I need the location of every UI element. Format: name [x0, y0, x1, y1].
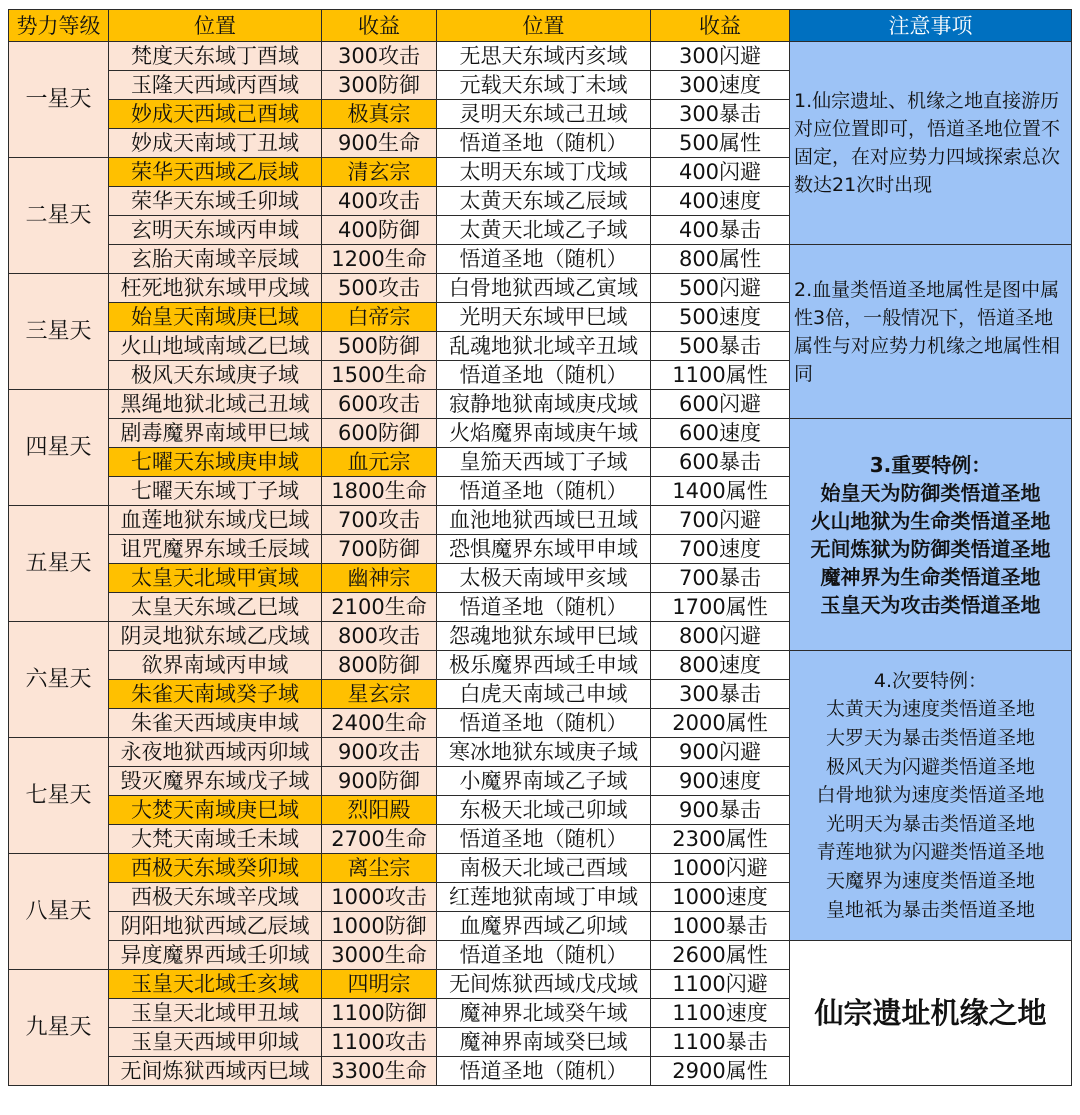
gain-cell: 900闪避 [651, 738, 790, 767]
position-cell: 阴阳地狱西域乙辰域 [109, 912, 322, 941]
note-3-item: 火山地狱为生命类悟道圣地 [810, 508, 1051, 533]
level-cell: 五星天 [9, 506, 109, 622]
gain-cell: 800闪避 [651, 622, 790, 651]
gain-cell: 400闪避 [651, 158, 790, 187]
gain-cell: 白帝宗 [322, 303, 437, 332]
position-cell: 诅咒魔界东域壬辰域 [109, 535, 322, 564]
position-cell: 白骨地狱西域乙寅域 [437, 274, 651, 303]
header-position-1: 位置 [109, 10, 322, 42]
header-gain-2: 收益 [651, 10, 790, 42]
position-cell: 七曜天东域庚申域 [109, 448, 322, 477]
gain-cell: 800防御 [322, 651, 437, 680]
position-cell: 悟道圣地（随机） [437, 593, 651, 622]
gain-cell: 300暴击 [651, 100, 790, 129]
position-cell: 悟道圣地（随机） [437, 477, 651, 506]
level-cell: 七星天 [9, 738, 109, 854]
note-2 [790, 245, 1072, 419]
gain-cell: 2600属性 [651, 941, 790, 970]
position-cell: 悟道圣地（随机） [437, 1057, 651, 1086]
gain-cell: 700攻击 [322, 506, 437, 535]
gain-cell: 1000防御 [322, 912, 437, 941]
position-cell: 朱雀天南域癸子域 [109, 680, 322, 709]
position-cell: 荣华天西域乙辰域 [109, 158, 322, 187]
position-cell: 东极天北域己卯域 [437, 796, 651, 825]
note-1-text: 1.仙宗遗址、机缘之地直接游历对应位置即可，悟道圣地位置不固定，在对应势力四域探索总次数达21次时出现 [794, 90, 1061, 196]
position-cell: 大焚天南域庚巳域 [109, 796, 322, 825]
position-cell: 寂静地狱南域庚戌域 [437, 390, 651, 419]
position-cell: 太皇天北域甲寅域 [109, 564, 322, 593]
note-3-item: 无间炼狱为防御类悟道圣地 [810, 536, 1051, 561]
level-cell: 二星天 [9, 158, 109, 274]
position-cell: 玉皇天西域甲卯域 [109, 1028, 322, 1057]
gain-cell: 500速度 [651, 303, 790, 332]
gain-cell: 星玄宗 [322, 680, 437, 709]
gain-cell: 1100暴击 [651, 1028, 790, 1057]
gain-cell: 400攻击 [322, 187, 437, 216]
gain-cell: 300闪避 [651, 42, 790, 71]
note-3-title: 3.重要特例： [869, 452, 992, 477]
gain-cell: 1200生命 [322, 245, 437, 274]
gain-cell: 3300生命 [322, 1057, 437, 1086]
gain-cell: 四明宗 [322, 970, 437, 999]
position-cell: 枉死地狱东域甲戌域 [109, 274, 322, 303]
gain-cell: 2100生命 [322, 593, 437, 622]
position-cell: 小魔界南域乙子域 [437, 767, 651, 796]
position-cell: 玄明天东域丙申域 [109, 216, 322, 245]
position-cell: 火焰魔界南域庚午域 [437, 419, 651, 448]
position-cell: 荣华天东域壬卯域 [109, 187, 322, 216]
position-cell: 元载天东域丁未域 [437, 71, 651, 100]
gain-cell: 300防御 [322, 71, 437, 100]
position-cell: 魔神界北域癸午域 [437, 999, 651, 1028]
gain-cell: 1100速度 [651, 999, 790, 1028]
note-2-text: 2.血量类悟道圣地属性是图中属性3倍，一般情况下，悟道圣地属性与对应势力机缘之地属性相同 [794, 278, 1061, 385]
header-notes: 注意事项 [790, 10, 1072, 42]
position-cell: 妙成天西域己酉域 [109, 100, 322, 129]
header-row [9, 10, 1072, 42]
position-cell: 悟道圣地（随机） [437, 709, 651, 738]
note-4-title: 4.次要特例： [873, 669, 988, 692]
gain-cell: 900暴击 [651, 796, 790, 825]
level-cell: 三星天 [9, 274, 109, 390]
gain-cell: 700防御 [322, 535, 437, 564]
table-row [9, 651, 1072, 680]
note-1 [790, 42, 1072, 245]
level-cell: 九星天 [9, 970, 109, 1086]
position-cell: 皇笳天西域丁子域 [437, 448, 651, 477]
gain-cell: 500属性 [651, 129, 790, 158]
position-cell: 悟道圣地（随机） [437, 129, 651, 158]
position-cell: 光明天东域甲巳域 [437, 303, 651, 332]
position-cell: 悟道圣地（随机） [437, 361, 651, 390]
gain-cell: 600防御 [322, 419, 437, 448]
note-4-item: 白骨地狱为速度类悟道圣地 [816, 784, 1045, 807]
gain-cell: 600闪避 [651, 390, 790, 419]
note-4-item: 极风天为闪避类悟道圣地 [825, 755, 1035, 778]
position-cell: 血池地狱西域巳丑域 [437, 506, 651, 535]
table-row [9, 419, 1072, 448]
gain-cell: 700闪避 [651, 506, 790, 535]
position-cell: 无思天东域丙亥域 [437, 42, 651, 71]
position-cell: 怨魂地狱东域甲巳域 [437, 622, 651, 651]
gain-cell: 1100闪避 [651, 970, 790, 999]
gain-cell: 2300属性 [651, 825, 790, 854]
position-cell: 西极天东域癸卯域 [109, 854, 322, 883]
position-cell: 太明天东域丁戊域 [437, 158, 651, 187]
gain-cell: 400防御 [322, 216, 437, 245]
position-cell: 极乐魔界西域壬申域 [437, 651, 651, 680]
gain-cell: 1000闪避 [651, 854, 790, 883]
position-cell: 无间炼狱西域戊戌域 [437, 970, 651, 999]
gain-cell: 800属性 [651, 245, 790, 274]
gain-cell: 500防御 [322, 332, 437, 361]
position-cell: 南极天北域己酉域 [437, 854, 651, 883]
position-cell: 无间炼狱西域丙巳域 [109, 1057, 322, 1086]
gain-cell: 400暴击 [651, 216, 790, 245]
position-cell: 悟道圣地（随机） [437, 825, 651, 854]
position-cell: 白虎天南域己申域 [437, 680, 651, 709]
position-cell: 寒冰地狱东域庚子域 [437, 738, 651, 767]
position-cell: 悟道圣地（随机） [437, 245, 651, 274]
gain-cell: 900攻击 [322, 738, 437, 767]
position-cell: 异度魔界西域壬卯域 [109, 941, 322, 970]
position-cell: 魔神界南域癸巳域 [437, 1028, 651, 1057]
gain-cell: 2400生命 [322, 709, 437, 738]
gain-cell: 2700生命 [322, 825, 437, 854]
position-cell: 西极天东域辛戌域 [109, 883, 322, 912]
position-cell: 大梵天南域壬未域 [109, 825, 322, 854]
position-cell: 黑绳地狱北域己丑域 [109, 390, 322, 419]
gain-cell: 300暴击 [651, 680, 790, 709]
gain-cell: 1800生命 [322, 477, 437, 506]
position-cell: 永夜地狱西域丙卯域 [109, 738, 322, 767]
note-4-item: 光明天为暴击类悟道圣地 [825, 812, 1035, 835]
gain-cell: 600暴击 [651, 448, 790, 477]
position-cell: 血魔界西域乙卯域 [437, 912, 651, 941]
gain-cell: 700速度 [651, 535, 790, 564]
note-4 [790, 651, 1072, 941]
position-cell: 剧毒魔界南域甲巳域 [109, 419, 322, 448]
gain-cell: 2000属性 [651, 709, 790, 738]
position-cell: 太皇天东域乙巳域 [109, 593, 322, 622]
position-cell: 火山地域南域乙巳域 [109, 332, 322, 361]
position-cell: 玉皇天北域甲丑域 [109, 999, 322, 1028]
table-row [9, 42, 1072, 71]
position-cell: 朱雀天西域庚申域 [109, 709, 322, 738]
gain-cell: 400速度 [651, 187, 790, 216]
gain-cell: 700暴击 [651, 564, 790, 593]
table-row [9, 245, 1072, 274]
note-big-title [790, 941, 1072, 1086]
gain-cell: 500闪避 [651, 274, 790, 303]
guide-table [8, 9, 1072, 1086]
note-4-item: 皇地祇为暴击类悟道圣地 [825, 898, 1035, 921]
gain-cell: 1100属性 [651, 361, 790, 390]
header-position-2: 位置 [437, 10, 651, 42]
position-cell: 红莲地狱南域丁申域 [437, 883, 651, 912]
gain-cell: 1100攻击 [322, 1028, 437, 1057]
gain-cell: 1500生命 [322, 361, 437, 390]
position-cell: 玉隆天西域丙酉域 [109, 71, 322, 100]
position-cell: 梵度天东域丁酉域 [109, 42, 322, 71]
gain-cell: 1000暴击 [651, 912, 790, 941]
level-cell: 四星天 [9, 390, 109, 506]
gain-cell: 血元宗 [322, 448, 437, 477]
position-cell: 始皇天南域庚巳域 [109, 303, 322, 332]
header-level: 势力等级 [9, 10, 109, 42]
gain-cell: 800速度 [651, 651, 790, 680]
note-4-item: 青莲地狱为闪避类悟道圣地 [816, 841, 1045, 864]
gain-cell: 清玄宗 [322, 158, 437, 187]
gain-cell: 幽神宗 [322, 564, 437, 593]
gain-cell: 600攻击 [322, 390, 437, 419]
position-cell: 乱魂地狱北域辛丑域 [437, 332, 651, 361]
position-cell: 灵明天东域己丑域 [437, 100, 651, 129]
gain-cell: 900速度 [651, 767, 790, 796]
position-cell: 悟道圣地（随机） [437, 941, 651, 970]
level-cell: 八星天 [9, 854, 109, 970]
position-cell: 太黄天东域乙辰域 [437, 187, 651, 216]
gain-cell: 离尘宗 [322, 854, 437, 883]
table-body [9, 42, 1072, 1086]
gain-cell: 2900属性 [651, 1057, 790, 1086]
level-cell: 一星天 [9, 42, 109, 158]
note-4-item: 太黄天为速度类悟道圣地 [825, 698, 1035, 721]
position-cell: 妙成天南域丁丑域 [109, 129, 322, 158]
note-3-item: 魔神界为生命类悟道圣地 [820, 564, 1041, 589]
note-3-item: 始皇天为防御类悟道圣地 [820, 480, 1041, 505]
position-cell: 恐惧魔界东域甲申域 [437, 535, 651, 564]
gain-cell: 500暴击 [651, 332, 790, 361]
gain-cell: 500攻击 [322, 274, 437, 303]
gain-cell: 600速度 [651, 419, 790, 448]
note-4-item: 天魔界为速度类悟道圣地 [825, 869, 1035, 892]
gain-cell: 300攻击 [322, 42, 437, 71]
note-4-item: 大罗天为暴击类悟道圣地 [825, 727, 1035, 750]
position-cell: 太黄天北域乙子域 [437, 216, 651, 245]
level-cell: 六星天 [9, 622, 109, 738]
position-cell: 玄胎天南域辛辰域 [109, 245, 322, 274]
note-3-item: 玉皇天为攻击类悟道圣地 [820, 592, 1041, 617]
gain-cell: 300速度 [651, 71, 790, 100]
gain-cell: 1000速度 [651, 883, 790, 912]
gain-cell: 800攻击 [322, 622, 437, 651]
gain-cell: 烈阳殿 [322, 796, 437, 825]
header-gain-1: 收益 [322, 10, 437, 42]
table-row [9, 941, 1072, 970]
position-cell: 七曜天东域丁子域 [109, 477, 322, 506]
position-cell: 欲界南域丙申域 [109, 651, 322, 680]
big-title: 仙宗遗址机缘之地 [814, 996, 1047, 1030]
gain-cell: 1700属性 [651, 593, 790, 622]
position-cell: 阴灵地狱东域乙戌域 [109, 622, 322, 651]
gain-cell: 1000攻击 [322, 883, 437, 912]
gain-cell: 1100防御 [322, 999, 437, 1028]
gain-cell: 极真宗 [322, 100, 437, 129]
gain-cell: 1400属性 [651, 477, 790, 506]
note-3 [790, 419, 1072, 651]
gain-cell: 900防御 [322, 767, 437, 796]
gain-cell: 3000生命 [322, 941, 437, 970]
position-cell: 毁灭魔界东域戊子域 [109, 767, 322, 796]
gain-cell: 900生命 [322, 129, 437, 158]
position-cell: 极风天东域庚子域 [109, 361, 322, 390]
position-cell: 太极天南域甲亥域 [437, 564, 651, 593]
position-cell: 玉皇天北域壬亥域 [109, 970, 322, 999]
position-cell: 血莲地狱东域戊巳域 [109, 506, 322, 535]
